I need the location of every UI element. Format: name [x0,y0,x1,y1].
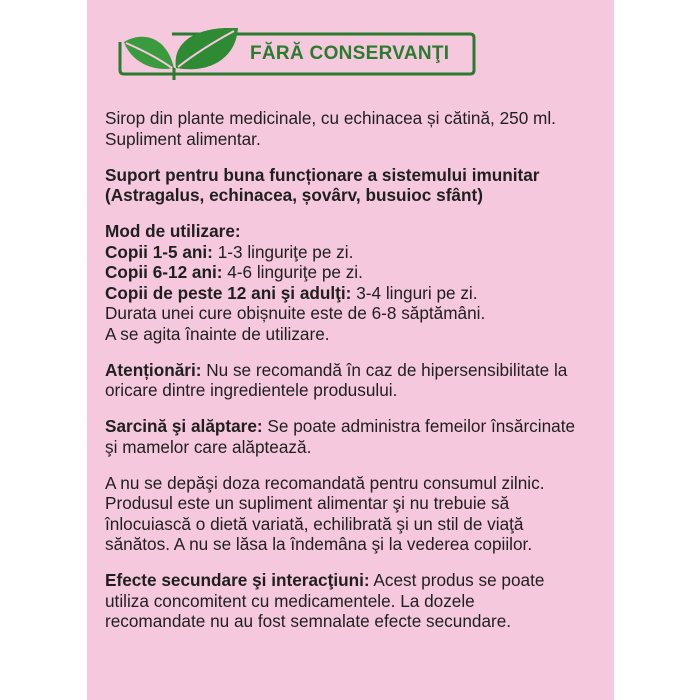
side-effects-line-3: recomandate nu au fost semnalate efecte secundare. [105,611,512,631]
usage-kids-1-5-label: Copii 1-5 ani: [105,241,213,262]
dose-paragraph [105,473,605,555]
usage-heading: Mod de utilizare: [105,221,241,241]
usage-duration: Durata unei cure obișnuite este de 6-8 săptămâni. [105,303,486,323]
usage-kids-6-12-label: Copii 6-12 ani: [105,262,223,282]
usage-shake: A se agita înainte de utilizare. [105,323,330,344]
usage-adults-label: Copii de peste 12 ani şi adulţi: [105,282,352,303]
warnings-paragraph [105,360,605,401]
side-effects-line-2: utiliza concomitent cu medicamentele. La dozele [105,590,475,611]
badge-text: FĂRĂ CONSERVANŢI [250,43,450,64]
intro-paragraph [105,108,605,149]
side-effects-line-1 [105,570,605,591]
dose-line-1: A nu se depăşi doza recomandată pentru consumul zilnic. [105,472,545,493]
usage-kids-6-12-text: 4-6 linguriţe pe zi. [222,262,363,282]
support-line-1: Suport pentru buna funcționare a sistemului imunitar [105,164,540,185]
usage-paragraph [105,221,605,344]
usage-adults [105,283,605,304]
dose-line-3: înlocuiască o dietă variată, echilibrată şi un stil de viaţă [105,513,524,534]
dose-line-2: Produsul este un supliment alimentar şi nu trebuie să [105,493,510,513]
label-content [105,108,605,647]
pregnancy-line-2: şi mamelor care alăptează. [105,436,312,457]
no-preservatives-badge [110,28,476,80]
warnings-line-1 [105,360,605,381]
warnings-line-2: oricare dintre ingredientele produsului. [105,380,398,400]
warnings-label: Atenționări: [105,359,202,380]
dose-line-4: sănătos. A nu se lăsa la îndemâna şi la vederea copiilor. [105,534,533,554]
side-effects-text-1: Acest produs se poate [369,570,545,590]
side-effects-paragraph [105,570,605,632]
usage-kids-6-12 [105,262,605,283]
support-line-2: (Astragalus, echinacea, șovârv, busuioc sfânt) [105,185,483,205]
usage-adults-text: 3-4 linguri pe zi. [351,282,478,303]
pregnancy-paragraph [105,416,605,457]
usage-kids-1-5 [105,242,605,263]
usage-kids-1-5-text: 1-3 linguriţe pe zi. [212,241,354,262]
pregnancy-line-1 [105,416,605,437]
support-paragraph [105,165,605,206]
intro-line-2: Supliment alimentar. [105,128,261,149]
pregnancy-text-1: Se poate administra femeilor însărcinate [262,416,576,436]
side-effects-label: Efecte secundare şi interacţiuni: [105,570,370,590]
pregnancy-label: Sarcină şi alăptare: [105,416,263,436]
warnings-text-1: Nu se recomandă în caz de hipersensibilitate la [201,359,568,380]
intro-line-1: Sirop din plante medicinale, cu echinacea și cătină, 250 ml. [105,108,556,128]
